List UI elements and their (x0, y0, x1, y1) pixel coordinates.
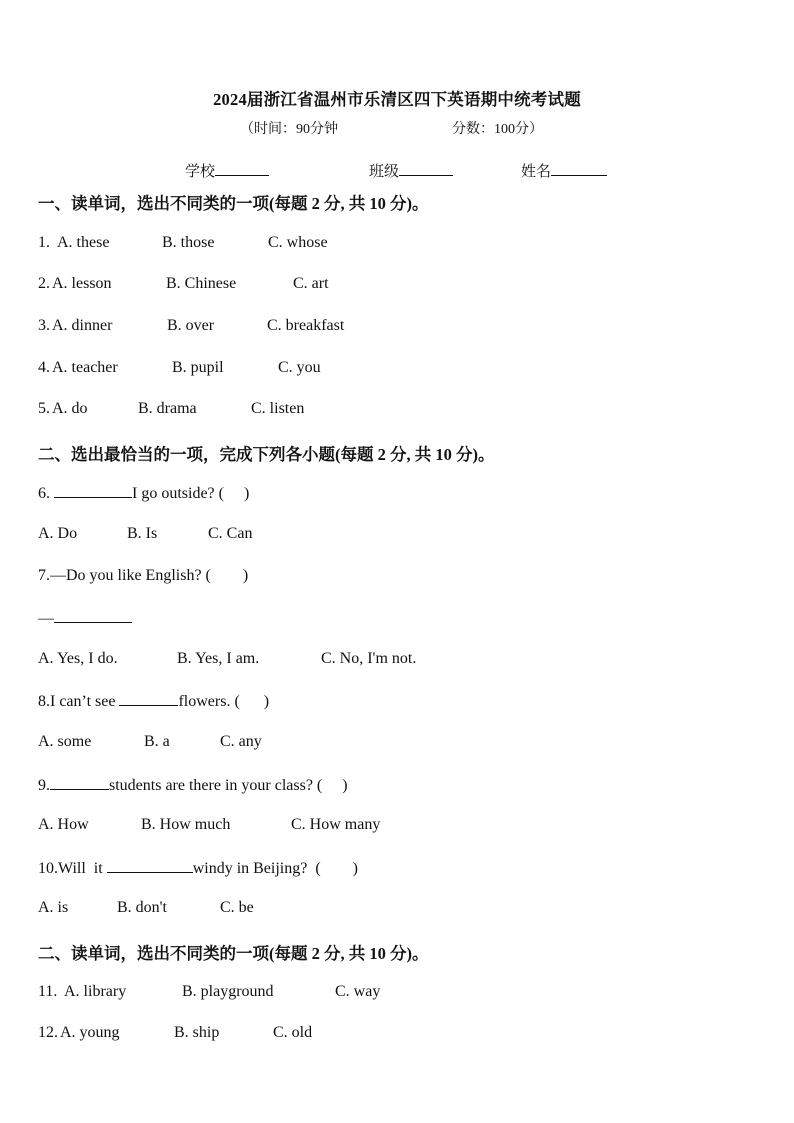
option-c: C. listen (251, 400, 305, 417)
page-title: 2024届浙江省温州市乐清区四下英语期中统考试题 (213, 90, 581, 109)
question-7-answer-line (38, 608, 132, 628)
option-a: A. How (38, 816, 89, 833)
option-b: B. those (162, 234, 215, 251)
question-6 (38, 483, 249, 503)
option-a: A. library (64, 983, 127, 1000)
question-1 (38, 234, 328, 252)
option-a: A. these (57, 234, 110, 251)
exam-score: 分数：100分） (452, 122, 543, 137)
name-blank (551, 160, 607, 176)
option-c: C. Can (208, 525, 253, 542)
option-b: B. drama (138, 400, 197, 417)
class-blank (399, 160, 453, 176)
question-9-options (38, 816, 381, 834)
question-number: 1. (38, 234, 54, 251)
question-stem-end: windy in Beijing? ( ) (192, 860, 358, 877)
option-a: A. Yes, I do. (38, 650, 118, 667)
class-label: 班级 (369, 164, 400, 180)
option-c: C. any (220, 733, 262, 750)
question-number: 12. (38, 1024, 58, 1041)
question-stem: I go outside? ( ) (132, 485, 250, 502)
option-a: A. is (38, 899, 69, 916)
option-a: A. lesson (52, 275, 112, 292)
question-number: 3. (38, 317, 50, 334)
answer-blank (107, 858, 193, 873)
section-heading: 一、读单词，选出不同类的一项(每题 2 分, 共 10 分)。 (38, 194, 429, 213)
school-field (185, 160, 269, 181)
answer-blank (54, 608, 132, 623)
question-stem-start: 8.I can’t see (38, 693, 120, 710)
option-a: A. do (52, 400, 88, 417)
question-10-options (38, 899, 254, 917)
question-8-options (38, 733, 262, 751)
option-c: C. whose (268, 234, 328, 251)
section-heading: 二、读单词，选出不同类的一项(每题 2 分, 共 10 分)。 (38, 944, 429, 963)
question-7: 7.—Do you like English? ( ) (38, 567, 249, 584)
option-b: B. Is (127, 525, 158, 542)
option-b: B. over (167, 317, 215, 334)
option-a: A. teacher (52, 359, 118, 376)
option-b: B. pupil (172, 359, 224, 376)
option-c: C. No, I'm not. (321, 650, 417, 667)
name-field (521, 160, 607, 181)
question-stem-end: flowers. ( ) (178, 693, 270, 710)
school-label: 学校 (185, 164, 216, 180)
dash: — (38, 610, 54, 627)
question-9 (38, 775, 348, 795)
question-number: 11. (38, 983, 62, 1000)
option-c: C. you (278, 359, 321, 376)
question-4 (38, 359, 321, 377)
answer-blank (54, 483, 132, 498)
question-number: 5. (38, 400, 50, 417)
question-number: 2. (38, 275, 50, 292)
answer-blank (50, 775, 109, 790)
question-stem: students are there in your class? ( ) (109, 777, 348, 794)
class-field (369, 160, 453, 181)
question-number: 6. (38, 485, 54, 502)
question-7-options (38, 650, 417, 668)
option-c: C. old (273, 1024, 313, 1041)
option-c: C. way (335, 983, 381, 1000)
option-b: B. Chinese (166, 275, 237, 292)
question-12 (38, 1024, 313, 1042)
exam-time: （时间：90分钟 (240, 122, 338, 137)
school-blank (215, 160, 269, 176)
question-2 (38, 275, 329, 293)
question-8 (38, 691, 269, 711)
option-c: C. art (293, 275, 329, 292)
option-b: B. don't (117, 899, 167, 916)
answer-blank (119, 691, 178, 706)
question-number: 9. (38, 777, 50, 794)
option-b: B. a (144, 733, 170, 750)
option-b: B. ship (174, 1024, 220, 1041)
question-number: 4. (38, 359, 50, 376)
option-a: A. some (38, 733, 92, 750)
name-label: 姓名 (521, 164, 552, 180)
option-b: B. How much (141, 816, 231, 833)
question-3 (38, 317, 345, 335)
question-5 (38, 400, 305, 418)
question-6-options (38, 525, 253, 543)
question-stem-start: 10.Will it (38, 860, 107, 877)
option-c: C. be (220, 899, 254, 916)
option-a: A. young (60, 1024, 120, 1041)
option-a: A. dinner (52, 317, 113, 334)
option-a: A. Do (38, 525, 78, 542)
section-heading: 二、选出最恰当的一项，完成下列各小题(每题 2 分, 共 10 分)。 (38, 445, 495, 464)
option-c: C. breakfast (267, 317, 345, 334)
option-b: B. Yes, I am. (177, 650, 260, 667)
option-c: C. How many (291, 816, 381, 833)
question-11 (38, 983, 381, 1001)
option-b: B. playground (182, 983, 274, 1000)
question-10 (38, 858, 358, 878)
